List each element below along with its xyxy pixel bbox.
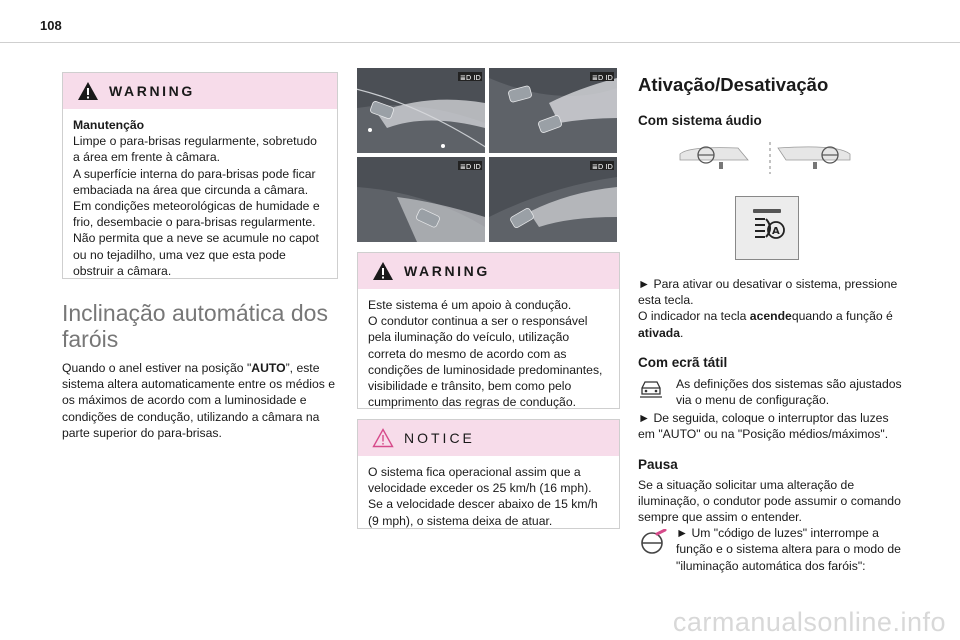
warning-triangle-icon (372, 261, 394, 281)
svg-text:≣D ID: ≣D ID (592, 74, 613, 82)
svg-text:≣D ID: ≣D ID (460, 74, 481, 82)
text-bold-auto: AUTO (251, 361, 286, 375)
illustration-night-road-3 (357, 157, 485, 242)
notice-triangle-icon (372, 428, 394, 448)
activation-title: Ativação/Desativação (638, 74, 829, 95)
warning-text: Este sistema é um apoio à condução. O condutor continua a ser o responsável pela iluminação do veículo, utilização correta do mesmo de acordo com as condições de luminosidade predominantes, visibilidade e trânsito, bem como pelo cumprimento das regras de condução. (368, 298, 603, 410)
notice-box-speed (357, 419, 620, 529)
pause-description: Se a situação solicitar uma alteração de iluminação, o condutor pode assumir o comando sempre que assim o entender. (638, 477, 901, 525)
header-divider (0, 42, 960, 43)
text-bold: ativada (638, 325, 681, 340)
svg-text:≣D ID: ≣D ID (592, 163, 613, 171)
light-switch-instruction: ► De seguida, coloque o interruptor das luzes em "AUTO" ou na "Posição médios/máximos". (638, 411, 889, 442)
audio-system-heading: Com sistema áudio (638, 113, 762, 128)
headlight-illustrations (357, 68, 617, 242)
touchscreen-setting-row (638, 376, 908, 408)
text-part: ”, este sistema altera automaticamente entre os médios e os máximos de acordo com a luminosidade e condições de condução, utilizando a câmara na parte superior do para-brisas. (62, 361, 335, 440)
warning-text: Limpe o para-brisas regularmente, sobretudo a área em frente à câmara. A superfície interna do para-brisas pode ficar embaciada na área que circunda a câmara. Em condições meteorológicas de humidade e frio, desembacie o para-brisas regularmente. Não permita que a neve se acumule no capot ou no tejadilho, uma vez que esta pode obstruir a câmara. (73, 134, 320, 278)
text-part: Quando o anel estiver na posição " (62, 361, 252, 375)
page-number: 108 (40, 18, 62, 33)
audio-indicator-text (638, 308, 908, 340)
svg-text:≣D ID: ≣D ID (460, 163, 481, 171)
warning-box-header (63, 73, 337, 109)
notice-title: NOTICE (404, 430, 475, 446)
text-part: quando a função é (791, 309, 893, 324)
steering-stalk-icon (638, 529, 668, 555)
svg-text:A: A (772, 226, 780, 237)
illustration-night-road-4 (489, 157, 617, 242)
auto-high-beam-button[interactable] (735, 196, 799, 260)
warning-box-maintenance (62, 72, 338, 279)
text-part: O indicador na tecla (638, 309, 750, 324)
pause-heading: Pausa (638, 456, 678, 472)
touchscreen-heading: Com ecrã tátil (638, 354, 728, 370)
watermark: carmanualsonline.info (672, 607, 946, 637)
touchscreen-text: As definições dos sistemas são ajustados via o menu de configuração. (676, 376, 902, 408)
warning-box-header (358, 253, 619, 289)
warning-title: WARNING (109, 83, 195, 99)
warning-triangle-icon (77, 81, 99, 101)
text-part: . (680, 325, 684, 340)
auto-high-beam-icon (745, 206, 789, 250)
warning-box-driver-responsibility (357, 252, 620, 409)
settings-car-icon (638, 378, 664, 400)
notice-box-header (358, 420, 619, 456)
text-bold: acende (749, 309, 792, 324)
steering-wheel-camera-illustration (638, 138, 908, 190)
audio-instruction: ► Para ativar ou desativar o sistema, pressione esta tecla. (638, 277, 898, 308)
warning-heading: Manutenção (73, 118, 145, 132)
section-title-auto-lighting: Inclinação automática dos faróis (62, 300, 328, 352)
illustration-night-road-2 (489, 68, 617, 153)
flash-lights-text: ► Um "código de luzes" interrompe a função e o sistema altera para o modo de "iluminação automática dos faróis": (676, 526, 901, 573)
warning-title: WARNING (404, 263, 490, 279)
flash-lights-row (638, 525, 908, 574)
illustration-night-road-1 (357, 68, 485, 153)
section-description (62, 360, 338, 441)
notice-text: O sistema fica operacional assim que a velocidade exceder os 25 km/h (16 mph). Se a velocidade descer abaixo de 15 km/h (9 mph), o sistema deixa de atuar. (368, 465, 598, 528)
